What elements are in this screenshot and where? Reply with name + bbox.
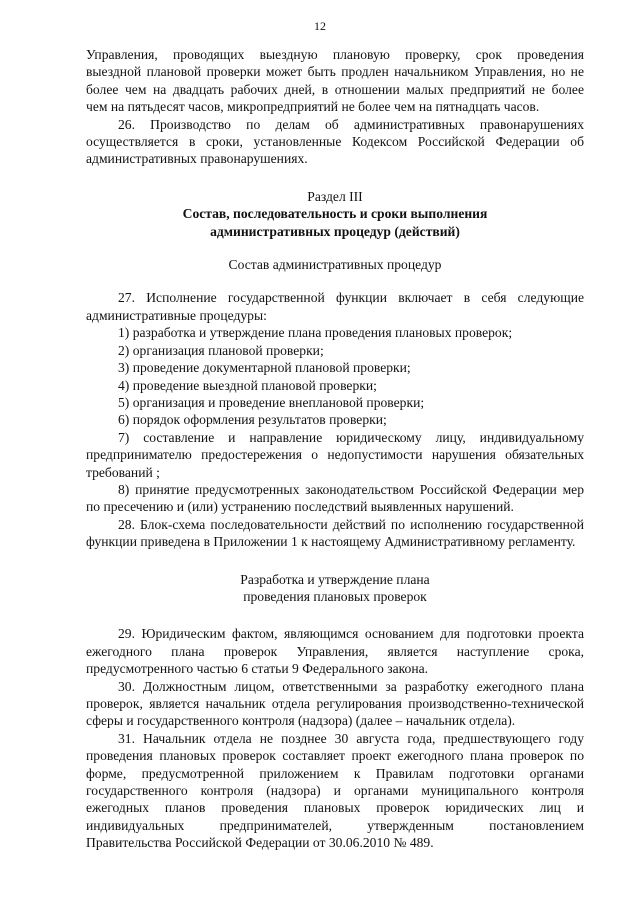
intro-line: Управления, проводящих выездную плановую проверку, срок проведения	[86, 47, 584, 62]
paragraph-28: 28. Блок-схема последовательности действий по исполнению государственной функции приведена в Приложении 1 к настоящему Административному регламенту.	[86, 516, 584, 550]
paragraph-31-last-line: Правительства Российской Федерации от 30.06.2010 № 489.	[86, 835, 434, 851]
paragraph-31: 31. Начальник отдела не позднее 30 августа года, предшествующего году проведения плановых проверок составляет проект ежегодного плана проверок по форме, предусмотренной приложением к Правилам подготовки органами государственного контроля (надзора) и органами муниципального контроля ежегодных планов проведения плановых проверок юридических лиц и индивидуальных предпринимателей, утвержденным постановлением	[86, 730, 584, 833]
intro-line: выездной плановой проверки может быть продлен начальником Управления, но не	[86, 64, 584, 80]
subsection-title-line1: Разработка и утверждение плана	[240, 571, 430, 587]
list-item: 6) порядок оформления результатов проверки;	[118, 412, 387, 428]
document-body	[86, 46, 584, 852]
paragraph-27: 27. Исполнение государственной функции включает в себя следующие административные процедуры:	[86, 290, 584, 323]
list-item: 8) принятие предусмотренных законодательством Российской Федерации мер по пресечению и (или) устранению последствий выявленных нарушений.	[86, 481, 584, 515]
paragraph-30: 30. Должностным лицом, ответственными за разработку ежегодного плана проверок, является начальник отдела регулирования производственно-технической сферы и государственного контроля (надзора) (далее – начальник отдела).	[86, 678, 584, 729]
intro-line: более чем на двадцать рабочих дней, в отношении малых предприятий не более	[86, 81, 584, 97]
page-number: 12	[314, 19, 326, 33]
section-title-line1: Состав, последовательность и сроки выполнения	[182, 206, 488, 222]
list-item: 3) проведение документарной плановой проверки;	[118, 360, 411, 376]
paragraph-26: 26. Производство по делам об административных правонарушениях осуществляется в сроки, установленные Кодексом Российской Федерации об административных правонарушениях.	[86, 116, 584, 167]
intro-line: чем на пятьдесят часов, микропредприятий не более чем на пятнадцать часов.	[86, 99, 540, 115]
section-subtitle: Состав административных процедур	[228, 257, 442, 273]
list-item: 1) разработка и утверждение плана проведения плановых проверок;	[118, 325, 513, 341]
list-item: 5) организация и проведение внеплановой проверки;	[118, 394, 425, 410]
section-title-line2: административных процедур (действий)	[210, 223, 460, 239]
list-item: 2) организация плановой проверки;	[118, 342, 324, 358]
list-item: 4) проведение выездной плановой проверки;	[118, 377, 377, 393]
section-label: Раздел III	[307, 188, 363, 204]
list-item: 7) составление и направление юридическому лицу, индивидуальному предпринимателю предостережения о недопустимости нарушения обязательных требований ;	[86, 429, 584, 480]
paragraph-29: 29. Юридическим фактом, являющимся основанием для подготовки проекта ежегодного плана проверок Управления, является наступление срока, предусмотренного частью 6 статьи 9 Федерального закона.	[86, 626, 584, 677]
subsection-title-line2: проведения плановых проверок	[243, 588, 427, 604]
